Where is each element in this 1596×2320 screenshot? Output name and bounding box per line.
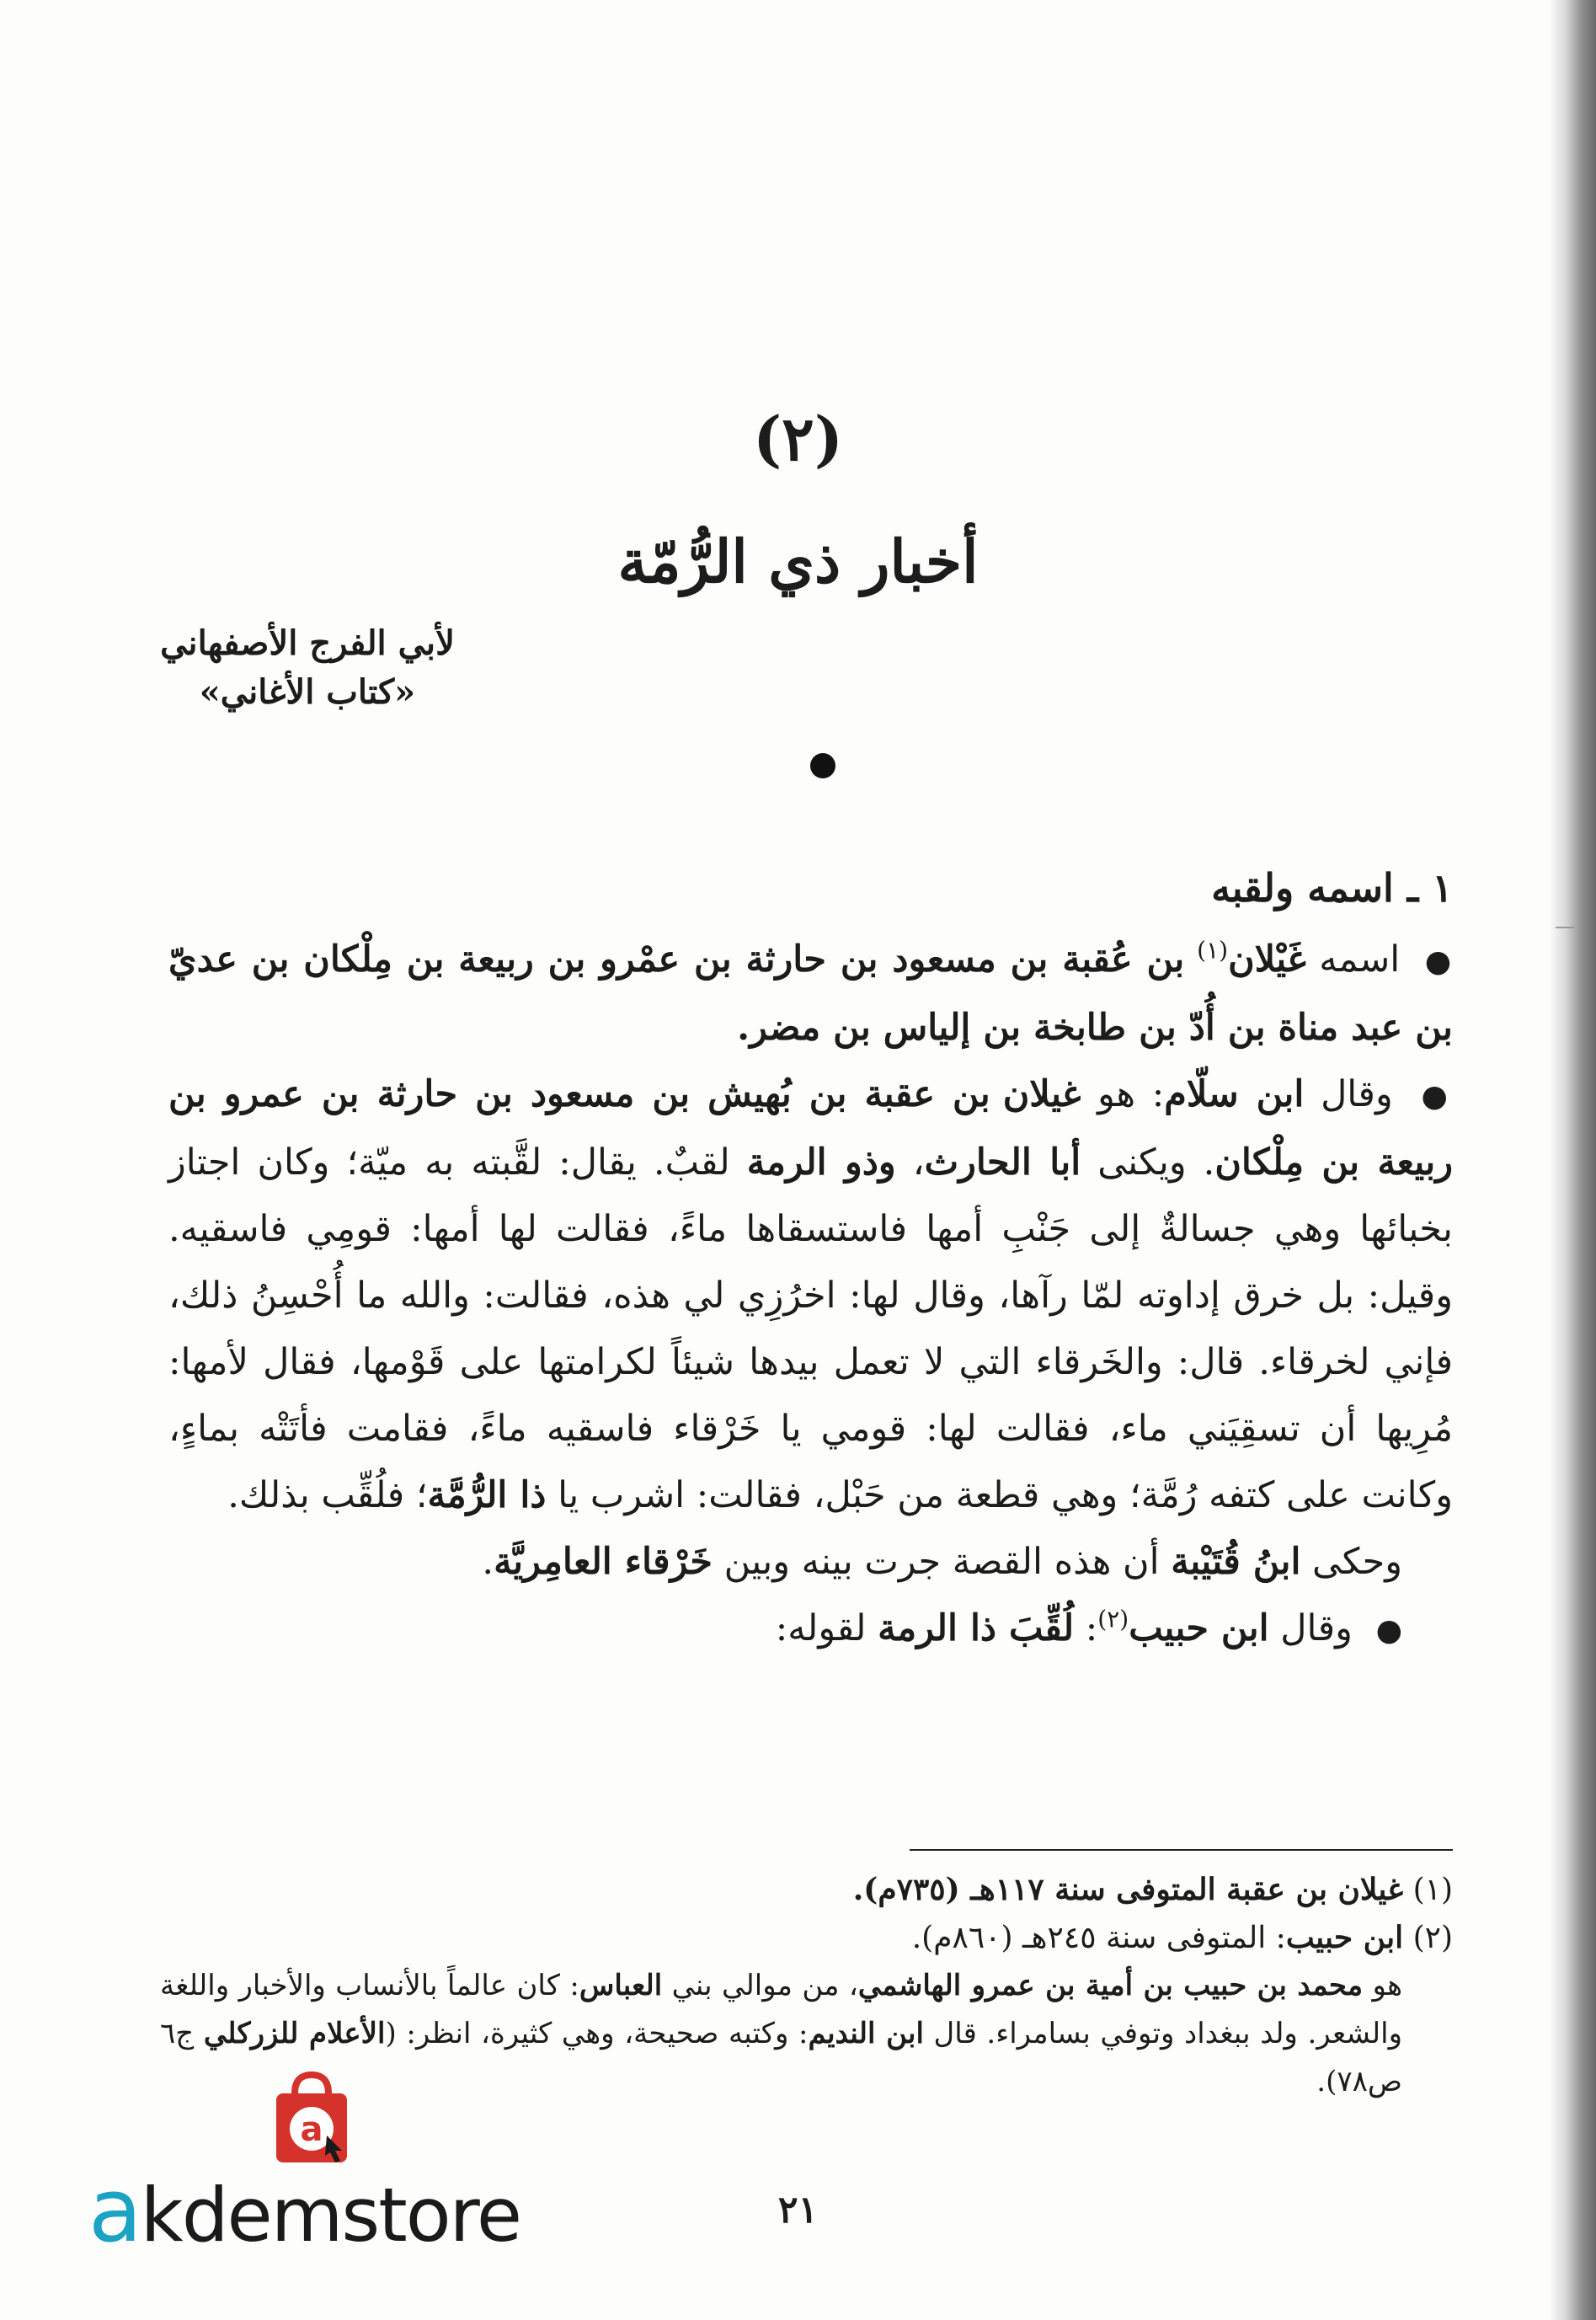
footnote-2: (٢) ابن حبيب: المتوفى سنة ٢٤٥هـ (٨٦٠م). — [911, 1920, 1453, 1955]
footnote-ref[interactable]: (١) — [1197, 936, 1229, 965]
book-name: «كتاب الأغاني» — [199, 672, 416, 712]
footnote-ref[interactable]: (٢) — [1097, 1605, 1129, 1633]
chapter-title: أخبار ذي الرُّمّة — [617, 527, 979, 596]
section-heading: ١ ـ اسمه ولقبه — [1211, 865, 1453, 911]
bag-letter: a — [300, 2110, 323, 2149]
footnote-1: (١) غيلان بن عقبة المتوفى سنة ١١٧هـ (٧٣٥م). — [852, 1872, 1453, 1907]
shopping-bag-icon — [261, 2068, 362, 2169]
paragraph-4: ● وقال ابن حبيب$^{(٢)}$: لُقِّبَ ذا الرمة لقوله: — [775, 1605, 1402, 1649]
footnote-2-body: هو محمد بن حبيب بن أمية بن عمرو الهاشمي، من موالي بني العباس: كان عالماً بالأنساب والأخبار واللغة والشعر. ولد ببغداد وتوفي بسامراء. قال ابن النديم: وكتبه صحيحة، وهي كثيرة، انظر: (الأعلام للزركلي ج٦ ص٧٨). — [160, 1969, 1402, 2098]
author-name: لأبي الفرج الأصفهاني — [160, 623, 455, 663]
bullet-dot-icon: ● — [1375, 1613, 1402, 1648]
paragraph-1: ● اسمه غَيْلان$^{(١)}$ بن عُقبة بن مسعود بن حارثة بن عمْرو بن ربيعة بن مِلْكان بن عديّ بن عبد مناة بن أُدّ بن طابخة بن إلياس بن مضر. — [168, 936, 1453, 1049]
source-attribution — [156, 619, 459, 717]
ornament-dot-icon — [810, 753, 835, 778]
margin-mark — [1556, 927, 1574, 928]
store-name: akdemstore — [88, 2159, 520, 2262]
page-number: ٢١ — [777, 2189, 819, 2232]
store-watermark-logo — [88, 2068, 526, 2262]
bullet-dot-icon: ● — [1421, 1079, 1453, 1114]
paragraph-2: ● وقال ابن سلّام: هو غيلان بن عقبة بن بُهيش بن مسعود بن حارثة بن عمرو بن ربيعة بن مِلْكان. ويكنى أبا الحارث، وذو الرمة لقبٌ. يقال: لقَّبته به ميّة؛ وكان اجتاز بخبائها وهي جسالةٌ إلى جَنْبِ أمها فاستسقاها ماءً، فقالت لها أمها: قومِي فاسقيه. وقيل: بل خرق إداوته لمّا رآها، وقال لها: اخرُزِي لي هذه، فقالت: والله ما أُحْسِنُ ذلك، فإني لخرقاء. قال: والخَرقاء التي لا تعمل بيدها شيئاً لكرامتها على قَوْمها، فقال لأمها: مُرِيها أن تسقِيَني ماء، فقالت لها: قومي يا خَرْقاء فاسقيه ماءً، فقامت فأتَتْه بماءٍ، وكانت على كتفه رُمَّة؛ وهي قطعة من حَبْل، فقالت: اشرب يا ذا الرُّمَّة؛ فلُقِّب بذلك. — [168, 1073, 1454, 1516]
main-text — [168, 855, 1453, 1664]
chapter-number: (٢) — [753, 403, 843, 474]
bullet-dot-icon: ● — [1424, 944, 1453, 979]
paragraph-3: وحكى ابنُ قُتَيْبة أن هذه القصة جرت بينه وبين خَرْقاء العامِريَّة. — [482, 1541, 1402, 1583]
footnote-separator — [910, 1849, 1453, 1851]
book-spine-shadow — [1549, 0, 1596, 2320]
